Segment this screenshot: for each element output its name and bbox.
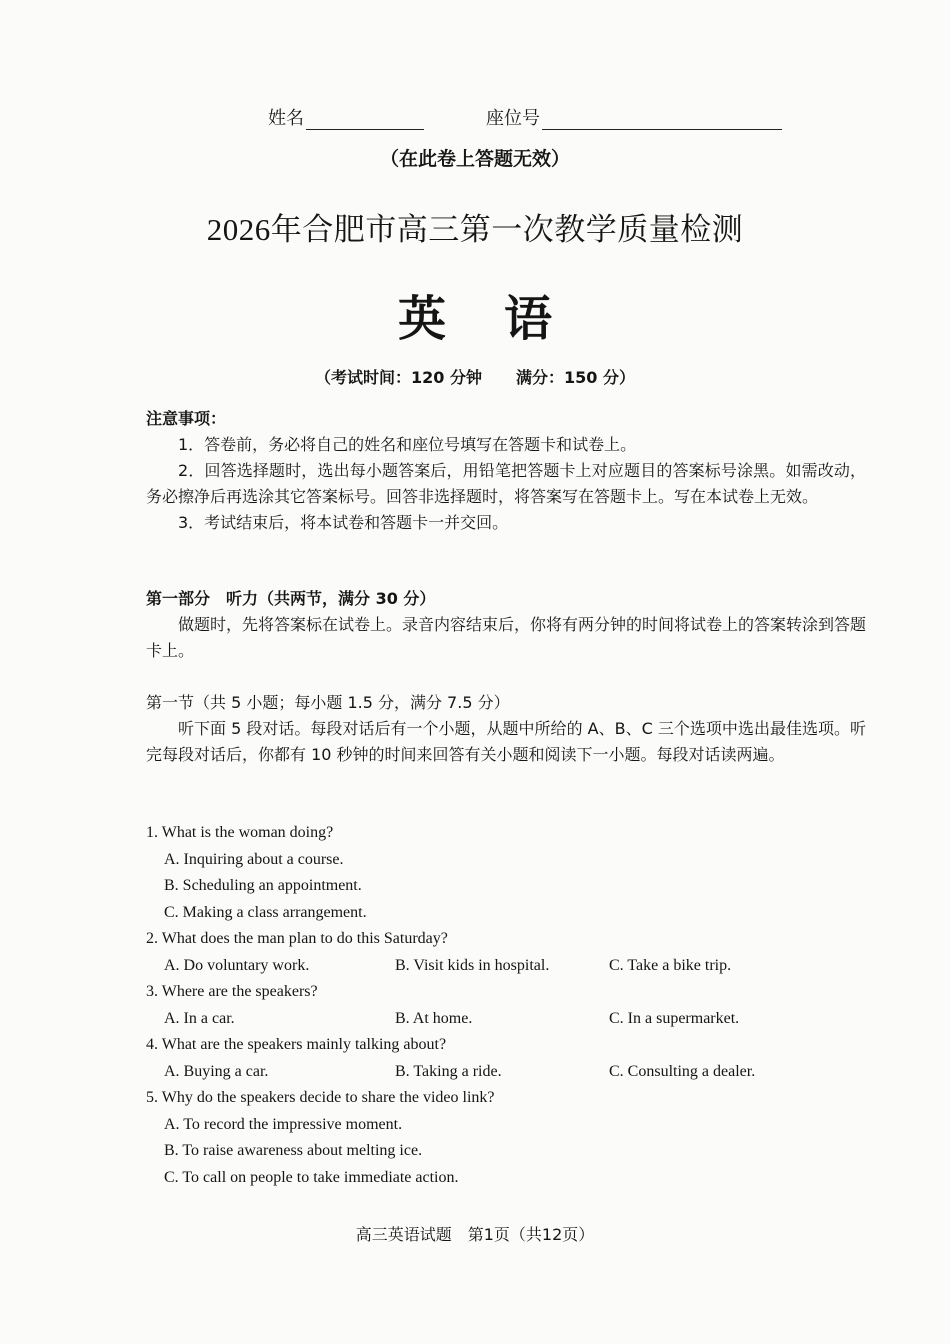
option-b: B. At home. — [395, 1009, 473, 1027]
subject-char-1: 英 — [397, 291, 446, 347]
option-row — [146, 953, 866, 980]
exam-title: 2026年合肥市高三第一次教学质量检测 — [206, 212, 744, 247]
part1-instruction: 做题时，先将答案标在试卷上。录音内容结束后，你将有两分钟的时间将试卷上的答案转涂到答题卡上。 — [146, 615, 867, 660]
exam-time: （考试时间：120 分钟 — [315, 368, 482, 387]
seat-field — [486, 104, 782, 130]
note-item-2: 2．回答选择题时，选出每小题答案后，用铅笔把答题卡上对应题目的答案标号涂黑。如需改动，务必擦净后再选涂其它答案标号。回答非选择题时，将答案写在答题卡上。写在本试卷上无效。 — [146, 461, 866, 506]
seat-blank-line — [542, 111, 782, 130]
question-stem: 2. What does the man plan to do this Saturday? — [146, 930, 448, 947]
question-stem: 1. What is the woman doing? — [146, 824, 334, 841]
section1-instruction: 听下面 5 段对话。每段对话后有一个小题，从题中所给的 A、B、C 三个选项中选出最佳选项。听完每段对话后，你都有 10 秒钟的时间来回答有关小题和阅读下一小题。每段对话读两遍。 — [146, 719, 866, 764]
part1-heading: 第一部分 听力（共两节，满分 30 分） — [146, 589, 436, 608]
section1-heading: 第一节（共 5 小题；每小题 1.5 分，满分 7.5 分） — [146, 693, 510, 712]
option-a: A. Buying a car. — [164, 1062, 269, 1080]
invalid-answer-notice: （在此卷上答题无效） — [379, 148, 570, 170]
option-b: B. To raise awareness about melting ice. — [164, 1142, 423, 1159]
note-item-3: 3．考试结束后，将本试卷和答题卡一并交回。 — [178, 513, 509, 532]
option-c: C. To call on people to take immediate action. — [164, 1168, 459, 1186]
option-row — [146, 1059, 866, 1086]
option-c: C. Take a bike trip. — [609, 956, 732, 974]
option-b: B. Scheduling an appointment. — [164, 877, 362, 894]
page-footer: 高三英语试题 第1页（共12页） — [355, 1225, 595, 1244]
subject-char-2: 语 — [504, 291, 553, 347]
option-a: A. In a car. — [164, 1009, 235, 1027]
note-item-1: 1．答卷前，务必将自己的姓名和座位号填写在答题卡和试卷上。 — [178, 435, 637, 454]
exam-info — [0, 365, 950, 388]
question-stem: 3. Where are the speakers? — [146, 983, 318, 1000]
option-c: C. Consulting a dealer. — [609, 1062, 756, 1080]
option-a: A. Do voluntary work. — [164, 956, 310, 974]
option-a: A. Inquiring about a course. — [164, 850, 344, 868]
option-a: A. To record the impressive moment. — [164, 1115, 403, 1133]
option-row — [146, 1006, 866, 1033]
question-stem: 5. Why do the speakers decide to share the video link? — [146, 1089, 495, 1106]
option-c: C. In a supermarket. — [609, 1009, 740, 1027]
student-info-fields — [0, 104, 950, 130]
name-field — [268, 104, 424, 130]
option-b: B. Visit kids in hospital. — [395, 956, 550, 974]
question-stem: 4. What are the speakers mainly talking about? — [146, 1036, 447, 1053]
name-blank-line — [306, 111, 424, 130]
notes-heading: 注意事项： — [146, 409, 227, 428]
notes-section — [146, 406, 866, 536]
part1-section — [146, 586, 866, 664]
question-list — [146, 820, 866, 1191]
section1-section — [146, 690, 866, 768]
exam-score: 满分：150 分） — [516, 368, 635, 387]
option-c: C. Making a class arrangement. — [164, 903, 367, 921]
option-b: B. Taking a ride. — [395, 1062, 502, 1080]
name-label: 姓名 — [268, 108, 304, 129]
subject-title — [0, 280, 950, 349]
seat-label: 座位号 — [486, 108, 540, 129]
